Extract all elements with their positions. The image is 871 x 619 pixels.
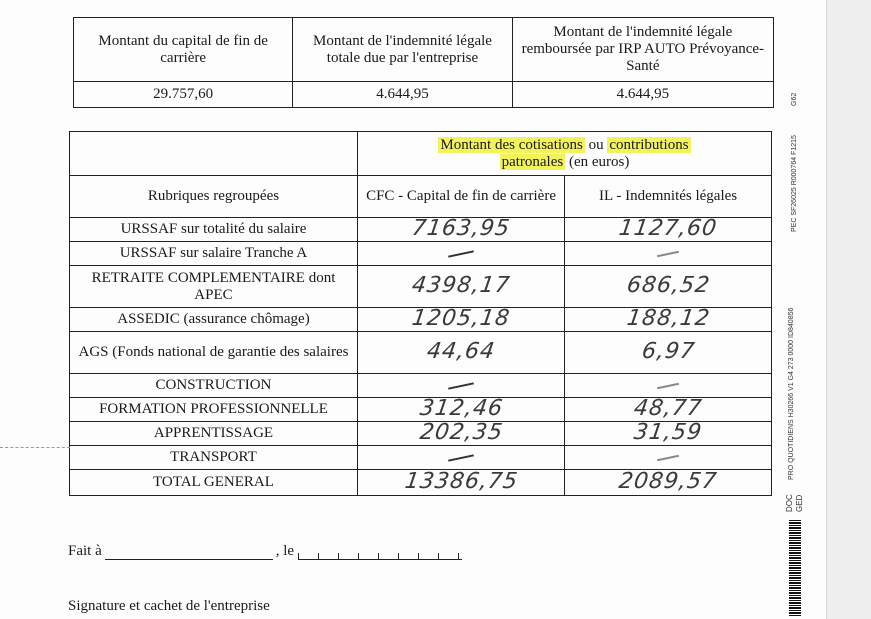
code-doc: DOC <box>785 494 794 512</box>
code-pec: PEC SF26025 R000764 F1215 <box>791 135 798 232</box>
empty-corner <box>70 132 358 176</box>
row-label: ASSEDIC (assurance chômage) <box>70 308 358 332</box>
value-indemnite-remboursee: 4.644,95 <box>512 82 773 108</box>
place-field <box>105 545 273 560</box>
fold-mark <box>0 447 70 448</box>
handwritten-value: 686,52 <box>624 272 712 298</box>
row-label: APPRENTISSAGE <box>70 422 358 446</box>
row-value-il <box>565 446 772 470</box>
row-label: URSSAF sur totalité du salaire <box>70 218 358 242</box>
highlight-patronales: patronales <box>501 153 564 170</box>
row-value-cfc <box>357 332 564 374</box>
row-value-il <box>565 332 772 374</box>
dash-mark <box>448 454 474 461</box>
table-row <box>70 398 772 422</box>
highlight-contributions: contributions <box>609 136 689 153</box>
table-row <box>70 266 772 308</box>
row-label: TRANSPORT <box>70 446 358 470</box>
table-row <box>70 470 772 496</box>
dash-mark <box>657 382 679 389</box>
row-value-cfc <box>357 215 564 242</box>
dash-mark <box>657 250 679 257</box>
row-value-cfc <box>357 305 564 332</box>
row-value-cfc <box>357 470 564 496</box>
table-row <box>70 242 772 266</box>
code-g62: G62 <box>791 92 798 106</box>
header-capital: Montant du capital de fin de carrière <box>74 18 293 82</box>
handwritten-value: 7163,95 <box>410 215 512 241</box>
row-value-il <box>565 395 772 422</box>
handwritten-value: 1205,18 <box>410 305 512 331</box>
row-label: RETRAITE COMPLEMENTAIRE dont APEC <box>70 266 358 308</box>
contributions-table <box>69 131 772 496</box>
col-header-il: IL - Indemnités légales <box>565 176 772 218</box>
row-value-cfc <box>357 242 564 266</box>
summary-table <box>73 17 774 108</box>
code-ged: GED <box>795 494 804 512</box>
row-value-cfc <box>357 419 564 446</box>
row-value-il <box>565 470 772 496</box>
code-pro: PRO QUOTIDIENS H30266 V1 G4 273 0000 ID840856 <box>788 307 795 480</box>
handwritten-value: 188,12 <box>624 305 712 331</box>
table-row <box>70 446 772 470</box>
col-header-cfc: CFC - Capital de fin de carrière <box>357 176 564 218</box>
barcode <box>789 520 801 616</box>
header-indemnite-totale: Montant de l'indemnité légale totale due par l'entreprise <box>293 18 512 82</box>
handwritten-value: 202,35 <box>417 419 505 445</box>
handwritten-value: 2089,57 <box>617 468 719 494</box>
signature-label: Signature et cachet de l'entreprise <box>68 598 270 614</box>
row-label: URSSAF sur salaire Tranche A <box>70 242 358 266</box>
handwritten-value: 44,64 <box>425 338 497 364</box>
row-label: AGS (Fonds national de garantie des salaires <box>70 332 358 374</box>
handwritten-value: 31,59 <box>632 419 704 445</box>
handwritten-value: 1127,60 <box>617 215 719 241</box>
date-field <box>298 545 462 560</box>
col-header-rubriques: Rubriques regroupées <box>70 176 358 218</box>
dash-mark <box>448 250 474 257</box>
page-edge <box>826 0 871 619</box>
dash-mark <box>657 454 679 461</box>
contribution-rows <box>70 215 772 496</box>
row-value-il <box>565 419 772 446</box>
group-header: Montant des cotisations ou contributions patronales (en euros) <box>357 132 771 176</box>
fait-a-line: Fait à , le <box>68 543 462 560</box>
row-value-il <box>565 242 772 266</box>
row-value-il <box>565 215 772 242</box>
row-value-il <box>565 305 772 332</box>
row-value-il <box>565 374 772 398</box>
row-value-il <box>565 266 772 308</box>
row-label: TOTAL GENERAL <box>70 470 358 496</box>
row-label: CONSTRUCTION <box>70 374 358 398</box>
value-indemnite-totale: 4.644,95 <box>293 82 512 108</box>
dash-mark <box>448 382 474 389</box>
handwritten-value: 6,97 <box>639 338 697 364</box>
handwritten-value: 4398,17 <box>410 272 512 298</box>
value-capital: 29.757,60 <box>74 82 293 108</box>
handwritten-value: 312,46 <box>417 395 505 421</box>
handwritten-value: 13386,75 <box>402 468 520 494</box>
table-row <box>70 422 772 446</box>
table-row <box>70 332 772 374</box>
row-value-cfc <box>357 266 564 308</box>
row-value-cfc <box>357 446 564 470</box>
header-indemnite-remboursee: Montant de l'indemnité légale remboursée par IRP AUTO Prévoyance-Santé <box>512 18 773 82</box>
row-value-cfc <box>357 374 564 398</box>
table-row <box>70 374 772 398</box>
row-label: FORMATION PROFESSIONNELLE <box>70 398 358 422</box>
handwritten-value: 48,77 <box>632 395 704 421</box>
table-row <box>70 308 772 332</box>
row-value-cfc <box>357 395 564 422</box>
table-row <box>70 218 772 242</box>
highlight-cotisations: Montant des cotisations <box>440 136 583 153</box>
